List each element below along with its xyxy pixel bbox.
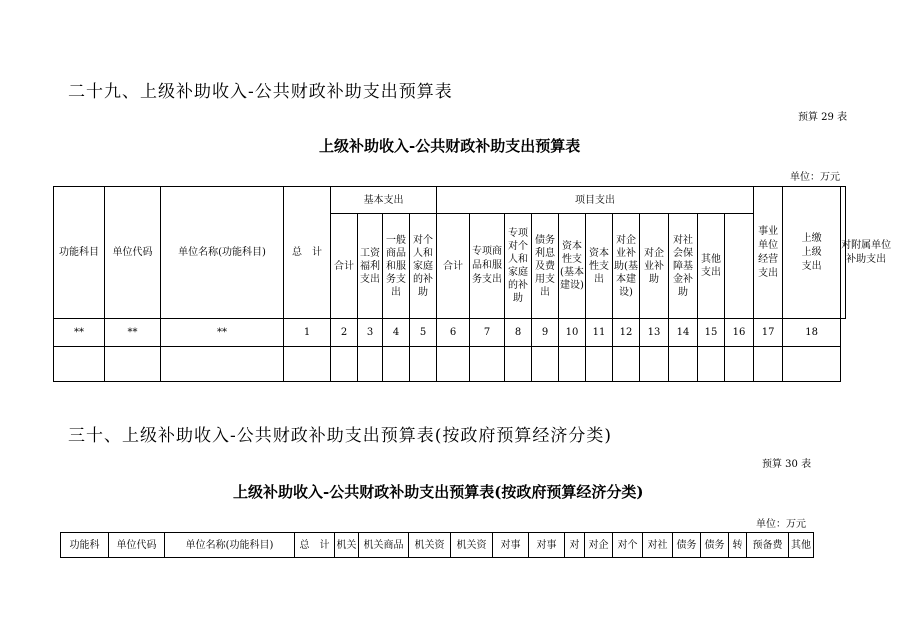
header-personal-family: 对个人和家庭的补助 xyxy=(410,214,437,319)
data-cell xyxy=(698,347,725,382)
header-basic-group: 基本支出 xyxy=(331,187,437,214)
index-cell: 8 xyxy=(505,319,532,347)
header-cell-30: 转 xyxy=(729,533,747,558)
header-cell-30: 对个 xyxy=(613,533,643,558)
header-cell-30: 对事 xyxy=(529,533,565,558)
budget-table-30 xyxy=(60,532,814,558)
data-cell xyxy=(358,347,383,382)
header-cell-30: 对企 xyxy=(585,533,613,558)
header-cell-30: 机关资 xyxy=(451,533,493,558)
data-cell xyxy=(331,347,358,382)
header-enterprise-subsidy: 对企业补助 xyxy=(640,214,669,319)
data-cell xyxy=(505,347,532,382)
data-cell xyxy=(640,347,669,382)
index-cell: 13 xyxy=(640,319,669,347)
header-cell-30: 机关 xyxy=(335,533,359,558)
header-cell-30: 预备费 xyxy=(747,533,789,558)
index-row xyxy=(54,319,846,347)
header-cell-30: 债务 xyxy=(701,533,729,558)
header-unit-code: 单位代码 xyxy=(105,187,161,319)
index-cell: 6 xyxy=(437,319,470,347)
data-cell xyxy=(586,347,613,382)
index-cell: ** xyxy=(54,319,105,347)
header-debt-interest: 债务利息及费用支出 xyxy=(532,214,559,319)
data-cell xyxy=(410,347,437,382)
form-number-29: 预算 29 表 xyxy=(798,112,848,123)
index-cell: 14 xyxy=(669,319,698,347)
empty-data-row xyxy=(54,347,846,382)
index-cell: 16 xyxy=(725,319,754,347)
header-cell-30: 单位代码 xyxy=(109,533,165,558)
budget-table-29 xyxy=(53,186,892,382)
header-subtotal-basic: 合计 xyxy=(331,214,358,319)
header-cell-30: 对 xyxy=(565,533,585,558)
section-29-title: 二十九、上级补助收入-公共财政补助支出预算表 xyxy=(68,82,453,102)
header-capital-expense: 资本性支出 xyxy=(586,214,613,319)
index-cell: 5 xyxy=(410,319,437,347)
header-social-security: 对社会保障基金补助 xyxy=(669,214,698,319)
header-cell-30: 总 计 xyxy=(295,533,335,558)
header-row-30 xyxy=(61,533,814,558)
header-subtotal-project: 合计 xyxy=(437,214,470,319)
data-cell xyxy=(470,347,505,382)
data-cell xyxy=(669,347,698,382)
header-business-unit: 事业单位经营支出 xyxy=(754,187,783,319)
data-cell xyxy=(783,347,841,382)
unit-label-29: 单位：万元 xyxy=(790,172,840,183)
data-cell xyxy=(161,347,284,382)
data-cell xyxy=(532,347,559,382)
index-cell: 7 xyxy=(470,319,505,347)
header-project-personal: 专项对个人和家庭的补助 xyxy=(505,214,532,319)
header-cell-30: 其他 xyxy=(789,533,814,558)
index-cell: 12 xyxy=(613,319,640,347)
index-cell: 15 xyxy=(698,319,725,347)
index-cell: 17 xyxy=(754,319,783,347)
index-cell: 3 xyxy=(358,319,383,347)
data-cell xyxy=(559,347,586,382)
index-cell: 10 xyxy=(559,319,586,347)
header-cell-30: 债务 xyxy=(673,533,701,558)
index-cell: 1 xyxy=(284,319,331,347)
header-cell-30: 功能科 xyxy=(61,533,109,558)
index-cell: 9 xyxy=(532,319,559,347)
data-cell xyxy=(105,347,161,382)
data-cell xyxy=(284,347,331,382)
header-func-subject: 功能科目 xyxy=(54,187,105,319)
index-cell: 4 xyxy=(383,319,410,347)
header-total: 总 计 xyxy=(284,187,331,319)
header-cell-30: 对事 xyxy=(493,533,529,558)
header-unit-name: 单位名称(功能科目) xyxy=(161,187,284,319)
header-affiliated: 对附属单位补助支出 xyxy=(841,187,846,319)
header-cell-30: 机关资 xyxy=(409,533,451,558)
data-cell xyxy=(754,347,783,382)
header-remit-upper: 上缴上级支出 xyxy=(783,187,841,319)
form-number-30: 预算 30 表 xyxy=(762,459,812,470)
header-cell-30: 单位名称(功能科目) xyxy=(165,533,295,558)
header-cell-30: 机关商品 xyxy=(359,533,409,558)
header-other: 其他支出 xyxy=(698,214,725,319)
header-salary: 工资福利支出 xyxy=(358,214,383,319)
table-30-title: 上级补助收入-公共财政补助支出预算表(按政府预算经济分类) xyxy=(233,483,644,501)
header-project-group: 项目支出 xyxy=(437,187,754,214)
index-cell: ** xyxy=(161,319,284,347)
data-cell xyxy=(613,347,640,382)
table-29-title: 上级补助收入-公共财政补助支出预算表 xyxy=(319,137,581,155)
index-cell: 11 xyxy=(586,319,613,347)
header-cell-30: 对社 xyxy=(643,533,673,558)
data-cell xyxy=(725,347,754,382)
data-cell xyxy=(54,347,105,382)
header-goods-services: 一般商品和服务支出 xyxy=(383,214,410,319)
header-enterprise-build: 对企业补助(基本建设) xyxy=(613,214,640,319)
index-cell: 18 xyxy=(783,319,841,347)
data-cell xyxy=(383,347,410,382)
index-cell: ** xyxy=(105,319,161,347)
data-cell xyxy=(437,347,470,382)
unit-label-30: 单位：万元 xyxy=(756,519,806,530)
header-capital-build: 资本性支(基本建设) xyxy=(559,214,586,319)
section-30-title: 三十、上级补助收入-公共财政补助支出预算表(按政府预算经济分类) xyxy=(68,426,613,446)
index-cell: 2 xyxy=(331,319,358,347)
header-project-goods: 专项商品和服务支出 xyxy=(470,214,505,319)
